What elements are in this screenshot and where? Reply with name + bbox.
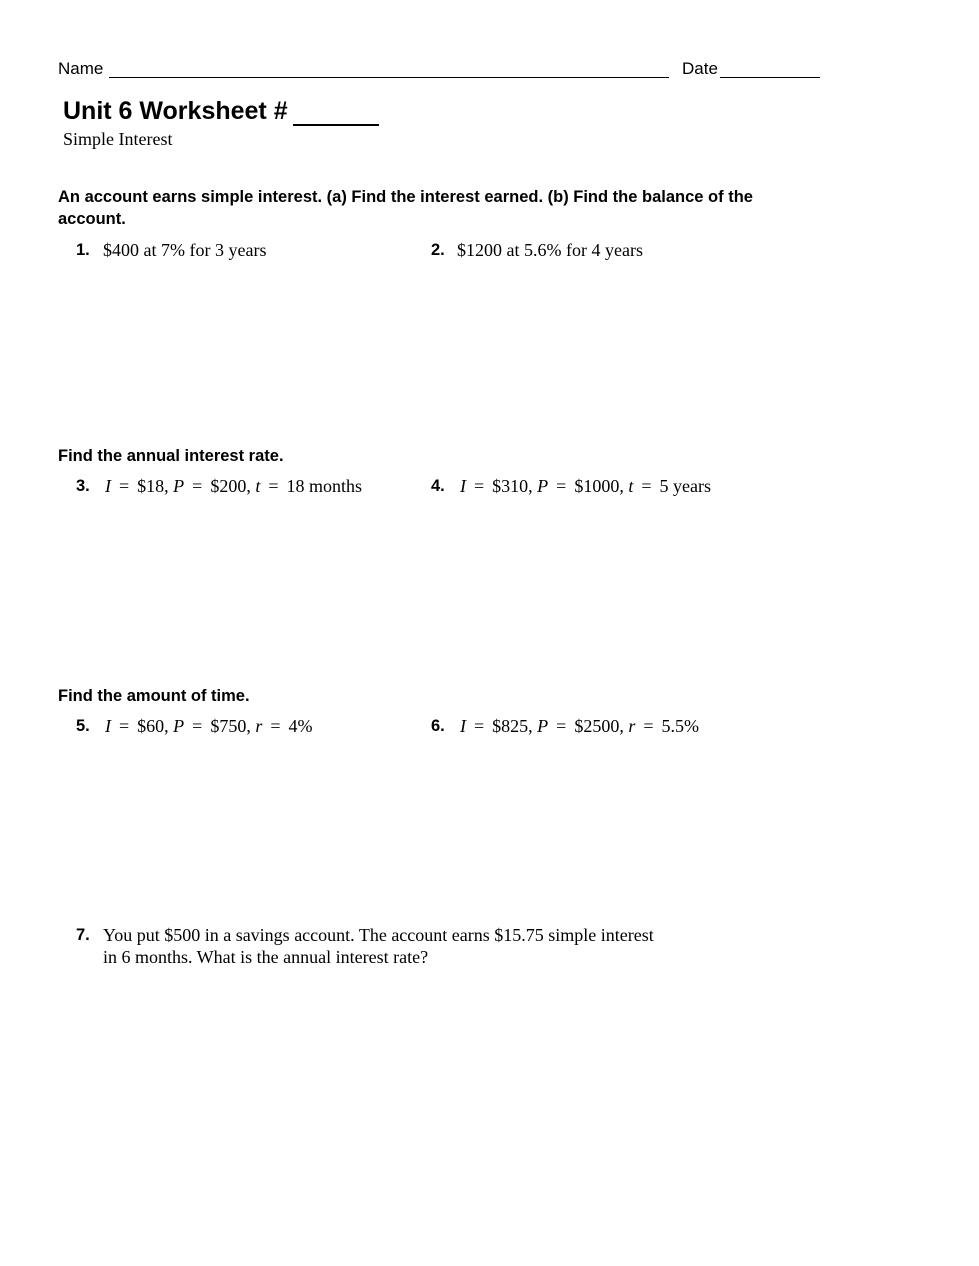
var-t: t: [628, 476, 634, 496]
equals-sign: =: [119, 716, 130, 736]
equals-sign: =: [474, 716, 485, 736]
problem-6-interest: $825,: [492, 716, 533, 736]
problem-3-number: 3.: [76, 477, 90, 495]
name-label: Name: [58, 59, 104, 78]
section-3-instruction: Find the amount of time.: [58, 687, 250, 705]
problem-2-text: $1200 at 5.6% for 4 years: [457, 240, 643, 260]
problem-1-number: 1.: [76, 241, 90, 259]
equals-sign: =: [556, 716, 567, 736]
problem-4-principal: $1000,: [574, 476, 624, 496]
problem-5-rate: 4%: [288, 716, 313, 736]
var-p: P: [537, 476, 549, 496]
problem-6-rate: 5.5%: [661, 716, 699, 736]
section-2-instruction: Find the annual interest rate.: [58, 447, 284, 465]
var-i: I: [460, 476, 466, 496]
problem-7-line-2: in 6 months. What is the annual interest rate?: [103, 947, 429, 967]
problem-5-number: 5.: [76, 717, 90, 735]
equals-sign: =: [192, 476, 203, 496]
var-i: I: [460, 716, 466, 736]
var-r: r: [628, 716, 636, 736]
name-blank-line[interactable]: [109, 77, 669, 78]
equals-sign: =: [643, 716, 654, 736]
var-p: P: [537, 716, 549, 736]
equals-sign: =: [556, 476, 567, 496]
equals-sign: =: [119, 476, 130, 496]
var-r: r: [255, 716, 263, 736]
problem-4-interest: $310,: [492, 476, 533, 496]
problem-5-text: [105, 716, 312, 737]
problem-6-number: 6.: [431, 717, 445, 735]
equals-sign: =: [192, 716, 203, 736]
problem-6-text: [460, 716, 699, 737]
problem-3-text: [105, 476, 362, 497]
equals-sign: =: [474, 476, 485, 496]
equals-sign: =: [270, 716, 281, 736]
equals-sign: =: [641, 476, 652, 496]
var-i: I: [105, 716, 111, 736]
problem-4-text: [460, 476, 711, 497]
date-blank-line[interactable]: [720, 77, 820, 78]
problem-3-interest: $18,: [137, 476, 169, 496]
section-1-instruction: An account earns simple interest. (a) Find the interest earned. (b) Find the balance of the account.: [58, 188, 753, 228]
problem-3-principal: $200,: [210, 476, 251, 496]
worksheet-number-blank[interactable]: [293, 124, 379, 126]
problem-2-number: 2.: [431, 241, 445, 259]
var-i: I: [105, 476, 111, 496]
page-title: Unit 6 Worksheet #: [63, 97, 288, 125]
problem-4-time: 5 years: [659, 476, 711, 496]
problem-3-time: 18 months: [286, 476, 362, 496]
equals-sign: =: [268, 476, 279, 496]
var-p: P: [173, 476, 185, 496]
problem-7-line-1: You put $500 in a savings account. The account earns $15.75 simple interest: [103, 925, 654, 945]
problem-1-text: $400 at 7% for 3 years: [103, 240, 267, 260]
page-subtitle: Simple Interest: [63, 129, 173, 149]
problem-5-principal: $750,: [210, 716, 251, 736]
problem-5-interest: $60,: [137, 716, 169, 736]
problem-6-principal: $2500,: [574, 716, 624, 736]
problem-7-number: 7.: [76, 926, 90, 944]
date-label: Date: [682, 59, 718, 78]
var-p: P: [173, 716, 185, 736]
var-t: t: [255, 476, 261, 496]
problem-4-number: 4.: [431, 477, 445, 495]
